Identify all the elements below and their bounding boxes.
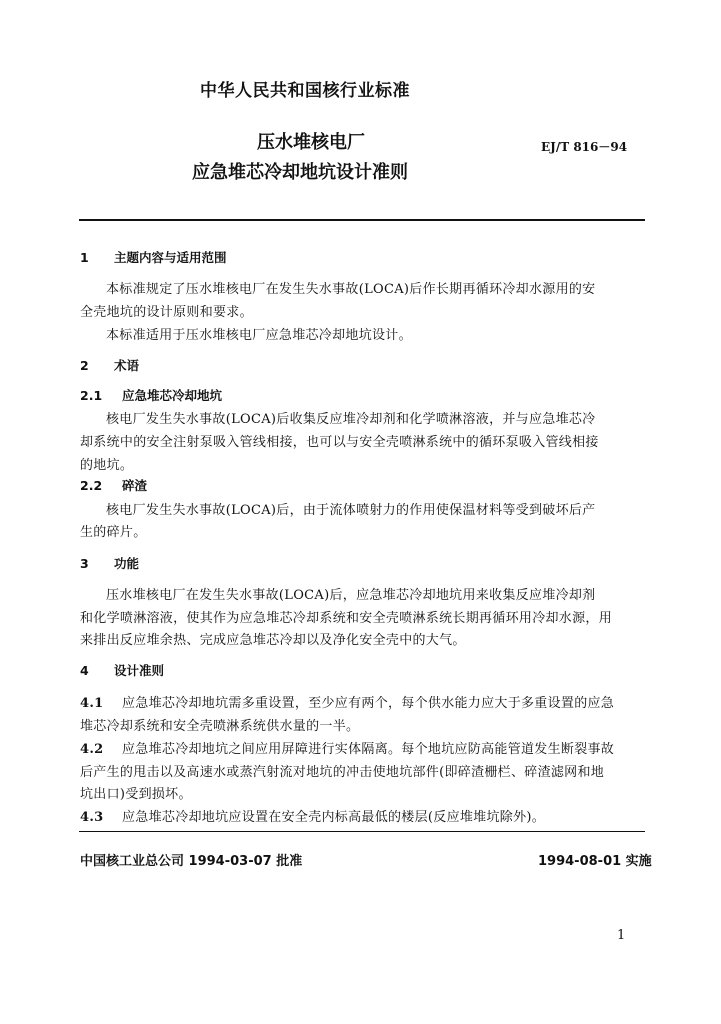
subsection-number: 2.1 xyxy=(80,388,103,403)
section-3-heading xyxy=(80,554,139,572)
document-title-line2: 应急堆芯冷却地坑设计准则 xyxy=(192,162,408,183)
section-2-2-heading xyxy=(80,476,147,494)
clause-number: 4.1 xyxy=(80,696,104,711)
clause-number: 4.3 xyxy=(80,810,104,825)
section-number: 4 xyxy=(80,663,89,678)
s1-para1-line2: 全壳地坑的设计原则和要求。 xyxy=(80,305,253,320)
s2-1-line1: 核电厂发生失水事故(LOCA)后收集反应堆冷却剂和化学喷淋溶液，并与应急堆芯冷 xyxy=(106,412,596,427)
subsection-number: 2.2 xyxy=(80,478,103,493)
s4-1-line2: 堆芯冷却系统和安全壳喷淋系统供水量的一半。 xyxy=(80,719,360,734)
section-title: 术语 xyxy=(114,358,140,373)
section-number: 2 xyxy=(80,358,89,373)
s2-1-line2: 却系统中的安全注射泵吸入管线相接，也可以与安全壳喷淋系统中的循环泵吸入管线相接 xyxy=(80,435,599,450)
s4-2-line1 xyxy=(80,738,614,757)
clause-text: 应急堆芯冷却地坑之间应用屏障进行实体隔离。每个地坑应防高能管道发生断裂事故 xyxy=(122,742,615,757)
s1-para2: 本标准适用于压水堆核电厂应急堆芯冷却地坑设计。 xyxy=(106,328,412,343)
section-2-heading xyxy=(80,356,139,374)
section-number: 1 xyxy=(80,250,89,265)
s4-3-line1 xyxy=(80,806,545,825)
section-title: 主题内容与适用范围 xyxy=(114,250,227,265)
clause-text: 应急堆芯冷却地坑应设置在安全壳内标高最低的楼层(反应堆堆坑除外)。 xyxy=(122,810,546,825)
s4-2-line3: 坑出口)受到损坏。 xyxy=(80,787,192,802)
s1-para1-line1: 本标准规定了压水堆核电厂在发生失水事故(LOCA)后作长期再循环冷却水源用的安 xyxy=(106,282,596,297)
subsection-title: 应急堆芯冷却地坑 xyxy=(122,388,223,403)
s3-line1: 压水堆核电厂在发生失水事故(LOCA)后，应急堆芯冷却地坑用来收集反应堆冷却剂 xyxy=(106,588,596,603)
s3-line2: 和化学喷淋溶液，使其作为应急堆芯冷却系统和安全壳喷淋系统长期再循环用冷却水源，用 xyxy=(80,611,613,626)
section-1-heading xyxy=(80,248,227,266)
section-4-heading xyxy=(80,661,164,679)
effective-date: 1994-08-01 实施 xyxy=(538,854,652,869)
section-title: 功能 xyxy=(114,556,140,571)
page-number: 1 xyxy=(617,928,626,943)
document-title-line1: 压水堆核电厂 xyxy=(257,132,365,153)
standard-number: EJ/T 816－94 xyxy=(541,140,628,154)
section-2-1-heading xyxy=(80,386,222,404)
section-title: 设计准则 xyxy=(114,663,165,678)
s4-2-line2: 后产生的甩击以及高速水或蒸汽射流对地坑的冲击使地坑部件(即碎渣栅栏、碎渣滤网和地 xyxy=(80,765,605,780)
section-number: 3 xyxy=(80,556,89,571)
issuing-authority: 中华人民共和国核行业标准 xyxy=(200,81,410,101)
subsection-title: 碎渣 xyxy=(122,478,148,493)
s3-line3: 来排出反应堆余热、完成应急堆芯冷却以及净化安全壳中的大气。 xyxy=(80,633,466,648)
s2-1-line3: 的地坑。 xyxy=(80,458,134,473)
approval-line: 中国核工业总公司 1994-03-07 批准 xyxy=(80,854,303,869)
s4-1-line1 xyxy=(80,692,614,711)
s2-2-line1: 核电厂发生失水事故(LOCA)后，由于流体喷射力的作用使保温材料等受到破坏后产 xyxy=(106,503,596,518)
clause-number: 4.2 xyxy=(80,742,104,757)
clause-text: 应急堆芯冷却地坑需多重设置，至少应有两个，每个供水能力应大于多重设置的应急 xyxy=(122,696,615,711)
s2-2-line2: 生的碎片。 xyxy=(80,525,147,540)
footer-divider xyxy=(79,831,645,832)
header-divider xyxy=(79,219,645,221)
